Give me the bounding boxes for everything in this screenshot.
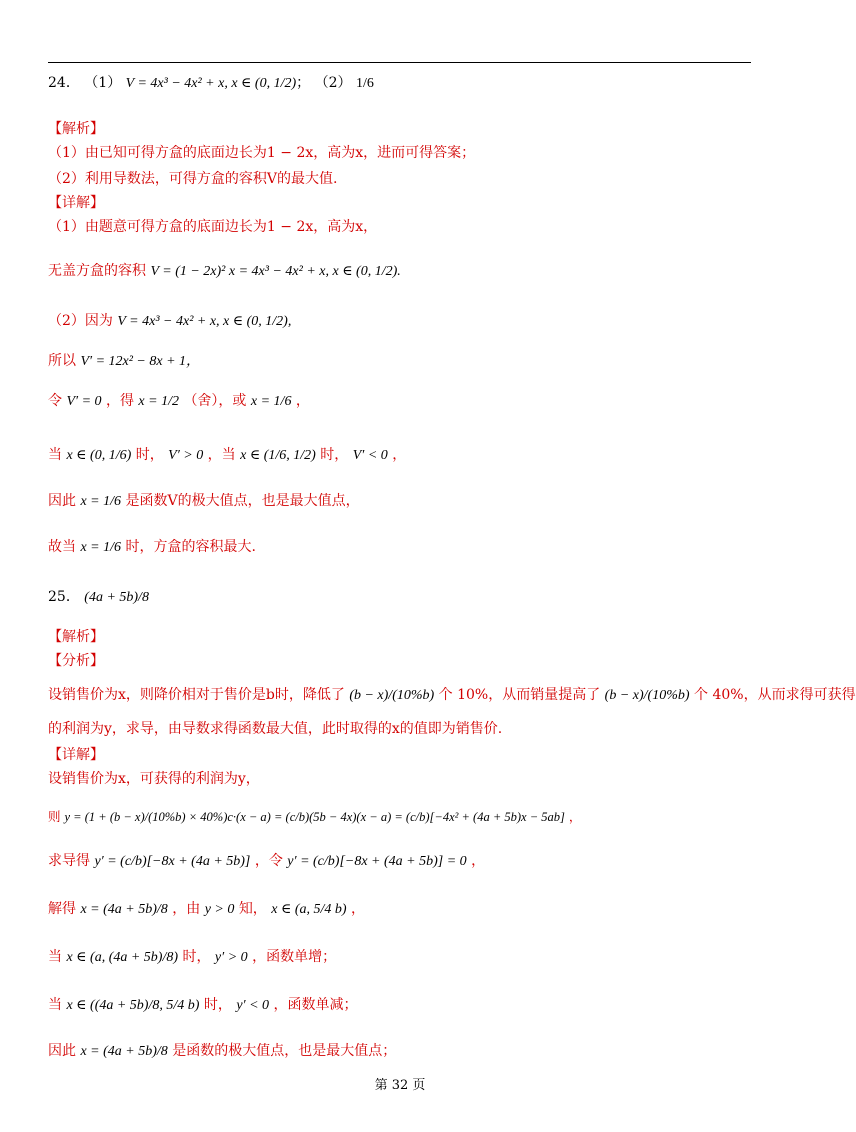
q24-d6-text: 当 [48,447,62,463]
q24-d5-root1: x = 1/2 [138,394,179,409]
q25-e3 [48,852,485,871]
q24-d4-prefix: 所以 [48,353,76,369]
q24-d7-text2: 是函数V的极大值点，也是最大值点， [125,493,360,509]
q25-e3-derivative: y′ = (c/b)[−8x + (4a + 5b)] [94,854,251,869]
q24-detail-7 [48,492,360,511]
q24-d5-root2: x = 1/6 [250,394,292,409]
q25-e2-text: 则 [48,809,61,824]
q24-d5-text3: （舍），或 [183,393,247,409]
q24-d6-interval1: x ∈ (0, 1/6) [66,448,132,463]
q24-d3-formula: V = 4x³ − 4x² + x, x ∈ (0, 1/2), [117,314,292,329]
q24-d6-text3: ，当 [207,447,236,463]
q24-detail-8 [48,538,256,557]
q25-fenxi-1 [48,686,856,705]
q24-detail-4 [48,352,200,371]
q25-e6-text3: ，函数单减； [273,997,358,1013]
q25-e4-domain: x ∈ (a, 5/4 b) [271,902,347,917]
q25-e3-text3: ， [471,853,486,869]
q24-detail-2 [48,262,401,281]
q25-e7-text: 因此 [48,1043,76,1059]
q24-d6-sign1: V′ > 0 [168,448,204,463]
q24-d6-sign2: V′ < 0 [352,448,388,463]
q25-detail-head: 【详解】 [48,747,104,763]
q25-e2-text2: ， [568,809,582,824]
q25-f1-text3: 个 40%，从而求得可获得 [694,687,856,703]
q24-d5-text4: ， [295,393,310,409]
q25-e4-text3: 知， [238,901,267,917]
q25-e4-text2: ，由 [172,901,201,917]
q24-detail-1: （1）由题意可得方盒的底面边长为1 − 2x，高为x， [48,219,378,235]
q25-e6-text2: 时， [203,997,232,1013]
q24-d5-text2: ，得 [105,393,134,409]
q25-e2 [48,808,581,826]
q25-f1-frac2: (b − x)/(10%b) [604,688,690,703]
q24-ans2-value: 1/6 [355,76,374,91]
q25-e5-text: 当 [48,949,62,965]
q25-e2-formula: y = (1 + (b − x)/(10%b) × 40%)c·(x − a) = (c/b)(5b − 4x)(x − a) = (c/b)[−4x² + (4a + 5b)x − 5ab] [64,810,565,824]
q25-e4-root: x = (4a + 5b)/8 [80,902,168,917]
q25-number: 25． [48,589,80,605]
q24-sep: ； [296,75,311,91]
q25-e4 [48,900,365,919]
q25-e6-sign: y′ < 0 [236,998,270,1013]
q24-d4-formula: V′ = 12x² − 8x + 1， [80,354,201,369]
q24-d2-prefix: 无盖方盒的容积 [48,263,146,279]
q25-e1: 设销售价为x，可获得的利润为y， [48,771,260,787]
q25-e5 [48,948,336,967]
q24-d6-text4: 时， [320,447,349,463]
q24-detail-5 [48,392,310,411]
q24-answer-line [48,74,374,93]
q24-ans1-formula: V = 4x³ − 4x² + x, x ∈ (0, 1/2) [125,76,297,91]
q24-d5-eq: V′ = 0 [66,394,102,409]
q25-e6-text: 当 [48,997,62,1013]
q24-analysis-2: （2）利用导数法，可得方盒的容积V的最大值. [48,171,338,187]
q24-detail-head: 【详解】 [48,195,104,211]
q24-detail-6 [48,446,406,465]
q24-ans2-tag: （2） [314,75,352,91]
q25-e4-text4: ， [351,901,366,917]
q24-d6-interval2: x ∈ (1/6, 1/2) [240,448,316,463]
q24-d8-text: 故当 [48,539,76,555]
q24-d6-text2: 时， [135,447,164,463]
q25-e7-text2: 是函数的极大值点，也是最大值点； [172,1043,397,1059]
q25-answer: (4a + 5b)/8 [84,590,149,605]
q25-answer-line [48,588,149,607]
q25-e6 [48,996,358,1015]
q24-analysis-1: （1）由已知可得方盒的底面边长为1 − 2x，高为x，进而可得答案； [48,145,476,161]
q25-e5-interval: x ∈ (a, (4a + 5b)/8) [66,950,179,965]
q25-e3-equation: y′ = (c/b)[−8x + (4a + 5b)] = 0 [287,854,467,869]
page-footer: 第 32 页 [374,1078,426,1093]
q25-e5-text3: ，函数单增； [252,949,337,965]
q25-e3-text: 求导得 [48,853,90,869]
q25-fenxi-head: 【分析】 [48,653,104,669]
q25-e5-sign: y′ > 0 [214,950,248,965]
q24-detail-3 [48,312,291,331]
q25-analysis-head: 【解析】 [48,629,104,645]
q25-f1-text: 设销售价为x，则降价相对于售价是b时，降低了 [48,687,345,703]
q24-analysis-head: 【解析】 [48,121,104,137]
q25-e4-cond: y > 0 [204,902,235,917]
q25-e6-interval: x ∈ ((4a + 5b)/8, 5/4 b) [66,998,200,1013]
q24-d8-x: x = 1/6 [80,540,122,555]
q25-e3-text2: ，令 [254,853,283,869]
q25-fenxi-2: 的利润为y，求导，由导数求得函数最大值，此时取得的x的值即为销售价. [48,721,503,737]
q25-f1-text2: 个 10%，从而销量提高了 [438,687,601,703]
q24-d6-text5: ， [392,447,407,463]
q25-e7 [48,1042,396,1061]
q24-d5-text: 令 [48,393,62,409]
q25-e5-text2: 时， [182,949,211,965]
q25-e7-x: x = (4a + 5b)/8 [80,1044,168,1059]
q24-ans1-tag: （1） [84,75,122,91]
q24-d7-x: x = 1/6 [80,494,122,509]
q24-d8-text2: 时，方盒的容积最大. [125,539,256,555]
q25-f1-frac1: (b − x)/(10%b) [349,688,435,703]
q25-e4-text: 解得 [48,901,76,917]
q24-d2-formula: V = (1 − 2x)² x = 4x³ − 4x² + x, x ∈ (0, 1/2). [150,264,401,279]
q24-d7-text: 因此 [48,493,76,509]
q24-number: 24． [48,75,80,91]
header-rule [48,62,751,63]
q24-d3-prefix: （2）因为 [48,313,113,329]
